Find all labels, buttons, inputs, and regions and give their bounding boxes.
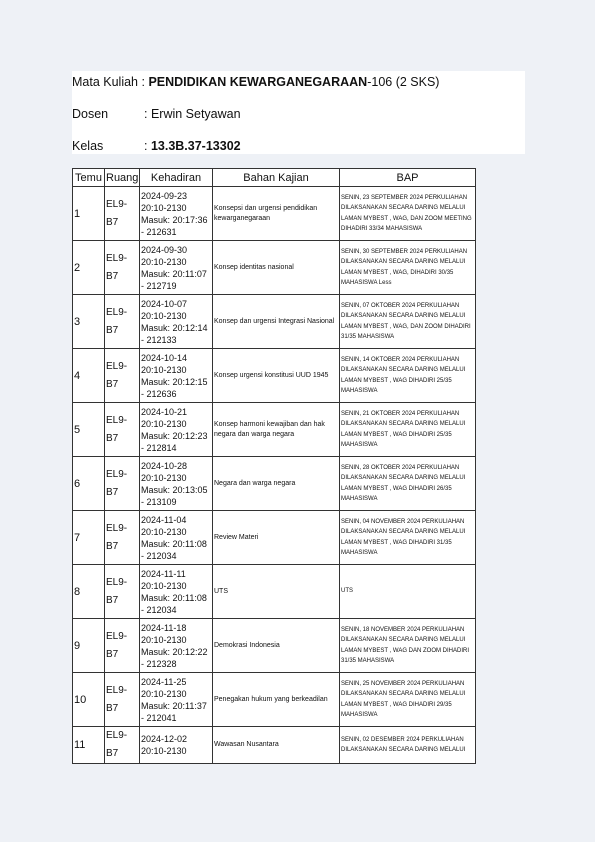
meeting-number: 1 — [73, 187, 105, 241]
table-row — [73, 349, 476, 403]
class-value: 13.3B.37-13302 — [150, 139, 241, 153]
attendance-time: 20:10-2130 — [141, 472, 187, 483]
attendance-date: 2024-11-25 — [141, 676, 187, 687]
room-code: EL9-B7 — [105, 727, 140, 764]
bap-cell: SENIN, 25 NOVEMBER 2024 PERKULIAHAN DILAKSANAKAN SECARA DARING MELALUI LAMAN MYBEST , WAG DIHADIRI 29/35 MAHASISWA — [340, 673, 476, 727]
attendance-table — [72, 168, 476, 764]
attendance-checkin: Masuk: 20:11:08 - 212034 — [141, 538, 207, 561]
topic-cell: Wawasan Nusantara — [213, 727, 340, 764]
attendance-checkin: Masuk: 20:12:22 - 212328 — [141, 646, 208, 669]
attendance-date: 2024-10-07 — [141, 298, 188, 309]
attendance-checkin: Masuk: 20:17:36 - 212631 — [141, 214, 208, 237]
attendance-cell — [140, 187, 213, 241]
bap-cell: SENIN, 21 OKTOBER 2024 PERKULIAHAN DILAKSANAKAN SECARA DARING MELALUI LAMAN MYBEST , WAG DIHADIRI 25/35 MAHASISWA — [340, 403, 476, 457]
course-name: PENDIDIKAN KEWARGANEGARAAN — [148, 75, 368, 89]
bap-cell: SENIN, 02 DESEMBER 2024 PERKULIAHAN DILAKSANAKAN SECARA DARING MELALUI — [340, 727, 476, 764]
attendance-date: 2024-10-28 — [141, 460, 188, 471]
attendance-checkin: Masuk: 20:11:07 - 212719 — [141, 268, 207, 291]
course-label: Mata Kuliah : — [72, 75, 149, 89]
course-code: -106 (2 SKS) — [367, 75, 440, 89]
lecturer-value: : Erwin Setyawan — [144, 107, 241, 121]
header-bahan-kajian: Bahan Kajian — [213, 169, 340, 187]
bap-cell: SENIN, 18 NOVEMBER 2024 PERKULIAHAN DILAKSANAKAN SECARA DARING MELALUI LAMAN MYBEST , WAG DAN ZOOM DIHADIRI 31/35 MAHASISWA — [340, 619, 476, 673]
attendance-checkin: Masuk: 20:11:08 - 212034 — [141, 592, 207, 615]
room-code: EL9-B7 — [105, 241, 140, 295]
room-code: EL9-B7 — [105, 187, 140, 241]
room-code: EL9-B7 — [105, 457, 140, 511]
topic-cell: Konsepsi dan urgensi pendidikan kewarganegaraan — [213, 187, 340, 241]
attendance-date: 2024-09-30 — [141, 244, 188, 255]
attendance-time: 20:10-2130 — [141, 746, 187, 756]
attendance-cell — [140, 673, 213, 727]
course-row — [72, 74, 439, 90]
attendance-date: 2024-11-11 — [141, 568, 186, 579]
attendance-time: 20:10-2130 — [141, 256, 187, 267]
meeting-number: 8 — [73, 565, 105, 619]
attendance-date: 2024-10-14 — [141, 352, 188, 363]
attendance-checkin: Masuk: 20:12:23 - 212814 — [141, 430, 208, 453]
bap-cell: SENIN, 14 OKTOBER 2024 PERKULIAHAN DILAKSANAKAN SECARA DARING MELALUI LAMAN MYBEST , WAG DIHADIRI 25/35 MAHASISWA — [340, 349, 476, 403]
attendance-cell — [140, 565, 213, 619]
header-ruang: Ruang — [105, 169, 140, 187]
topic-cell: Review Materi — [213, 511, 340, 565]
room-code: EL9-B7 — [105, 619, 140, 673]
attendance-date: 2024-10-21 — [141, 406, 188, 417]
attendance-cell — [140, 511, 213, 565]
meeting-number: 2 — [73, 241, 105, 295]
table-row — [73, 241, 476, 295]
bap-cell: SENIN, 28 OKTOBER 2024 PERKULIAHAN DILAKSANAKAN SECARA DARING MELALUI LAMAN MYBEST , WAG DIHADIRI 26/35 MAHASISWA — [340, 457, 476, 511]
room-code: EL9-B7 — [105, 403, 140, 457]
attendance-checkin: Masuk: 20:11:37 - 212041 — [141, 700, 207, 723]
meeting-number: 3 — [73, 295, 105, 349]
bap-cell: SENIN, 04 NOVEMBER 2024 PERKULIAHAN DILAKSANAKAN SECARA DARING MELALUI LAMAN MYBEST , WAG DIHADIRI 31/35 MAHASISWA — [340, 511, 476, 565]
meeting-number: 5 — [73, 403, 105, 457]
topic-cell: Konsep identitas nasional — [213, 241, 340, 295]
table-row — [73, 727, 476, 764]
meeting-number: 6 — [73, 457, 105, 511]
meeting-number: 10 — [73, 673, 105, 727]
attendance-cell — [140, 349, 213, 403]
bap-cell: SENIN, 07 OKTOBER 2024 PERKULIAHAN DILAKSANAKAN SECARA DARING MELALUI LAMAN MYBEST , WAG, DAN ZOOM DIHADIRI 31/35 MAHASISWA — [340, 295, 476, 349]
attendance-time: 20:10-2130 — [141, 580, 187, 591]
table-row — [73, 187, 476, 241]
topic-cell: Negara dan warga negara — [213, 457, 340, 511]
table-row — [73, 673, 476, 727]
lecturer-row — [72, 106, 241, 122]
topic-cell: Demokrasi Indonesia — [213, 619, 340, 673]
attendance-time: 20:10-2130 — [141, 364, 187, 375]
attendance-cell — [140, 457, 213, 511]
table-header-row — [73, 169, 476, 187]
bap-cell: SENIN, 23 SEPTEMBER 2024 PERKULIAHAN DILAKSANAKAN SECARA DARING MELALUI LAMAN MYBEST , WAG, DAN ZOOM MEETING DIHADIRI 33/34 MAHASISWA — [340, 187, 476, 241]
table-row — [73, 295, 476, 349]
attendance-cell — [140, 619, 213, 673]
meeting-number: 9 — [73, 619, 105, 673]
meeting-number: 4 — [73, 349, 105, 403]
table-row — [73, 511, 476, 565]
table-row — [73, 403, 476, 457]
class-row — [72, 138, 241, 154]
topic-cell: Penegakan hukum yang berkeadilan — [213, 673, 340, 727]
meeting-number: 7 — [73, 511, 105, 565]
room-code: EL9-B7 — [105, 565, 140, 619]
room-code: EL9-B7 — [105, 349, 140, 403]
course-info-panel — [72, 71, 525, 154]
table-row — [73, 457, 476, 511]
attendance-date: 2024-11-04 — [141, 514, 187, 525]
header-temu: Temu — [73, 169, 105, 187]
table-row — [73, 619, 476, 673]
bap-cell: UTS — [340, 565, 476, 619]
attendance-checkin: Masuk: 20:13:05 - 213109 — [141, 484, 208, 507]
header-bap: BAP — [340, 169, 476, 187]
attendance-checkin: Masuk: 20:12:15 - 212636 — [141, 376, 208, 399]
class-sep: : — [144, 139, 151, 153]
bap-cell: SENIN, 30 SEPTEMBER 2024 PERKULIAHAN DILAKSANAKAN SECARA DARING MELALUI LAMAN MYBEST , WAG, DIHADIRI 30/35 MAHASISWA Less — [340, 241, 476, 295]
attendance-cell — [140, 295, 213, 349]
attendance-cell — [140, 403, 213, 457]
header-kehadiran: Kehadiran — [140, 169, 213, 187]
topic-cell: UTS — [213, 565, 340, 619]
attendance-time: 20:10-2130 — [141, 688, 187, 699]
attendance-time: 20:10-2130 — [141, 526, 187, 537]
attendance-checkin: Masuk: 20:12:14 - 212133 — [141, 322, 208, 345]
attendance-time: 20:10-2130 — [141, 310, 187, 321]
topic-cell: Konsep urgensi konstitusi UUD 1945 — [213, 349, 340, 403]
room-code: EL9-B7 — [105, 511, 140, 565]
attendance-cell — [140, 727, 213, 764]
table-row — [73, 565, 476, 619]
attendance-cell — [140, 241, 213, 295]
class-label: Kelas — [72, 139, 104, 153]
attendance-date: 2024-12-02 — [141, 734, 188, 744]
table-body — [73, 187, 476, 764]
attendance-time: 20:10-2130 — [141, 634, 187, 645]
room-code: EL9-B7 — [105, 673, 140, 727]
room-code: EL9-B7 — [105, 295, 140, 349]
topic-cell: Konsep harmoni kewajiban dan hak negara dan warga negara — [213, 403, 340, 457]
topic-cell: Konsep dan urgensi Integrasi Nasional — [213, 295, 340, 349]
attendance-time: 20:10-2130 — [141, 418, 187, 429]
attendance-date: 2024-11-18 — [141, 622, 187, 633]
attendance-date: 2024-09-23 — [141, 190, 188, 201]
lecturer-label: Dosen — [72, 107, 109, 121]
attendance-time: 20:10-2130 — [141, 202, 187, 213]
meeting-number: 11 — [73, 727, 105, 764]
